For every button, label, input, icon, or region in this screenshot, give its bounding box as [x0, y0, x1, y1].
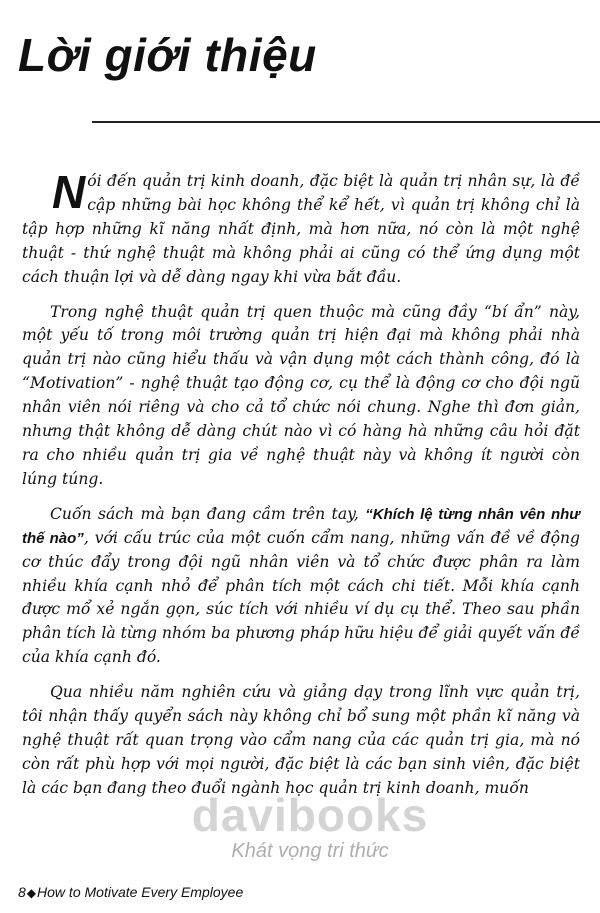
diamond-icon: ◆ — [26, 886, 37, 900]
paragraph-4: Qua nhiều năm nghiên cứu và giảng dạy trong lĩnh vực quản trị, tôi nhận thấy quyển sách này không chỉ bổ sung một phần kĩ năng và nghệ thuật rất quan trọng vào cẩm nang của các quản trị gia, mà nó còn rất phù hợp với mọi người, đặc biệt là các bạn sinh viên, đặc biệt là các bạn đang theo đuổi ngành học quản trị kinh doanh, muốn — [22, 683, 580, 797]
page-title: Lời giới thiệu — [18, 29, 317, 81]
watermark-tagline: Khát vọng tri thức — [231, 840, 389, 862]
body-text — [22, 166, 580, 812]
paragraph-1 — [22, 166, 580, 290]
paragraph-3-intro: Cuốn sách mà bạn đang cầm trên tay, — [50, 504, 366, 523]
paragraph-1-text: ói đến quản trị kinh doanh, đặc biệt là quản trị nhân sự, là đề cập những bài học không thể kể hết, vì quản trị không chỉ là tập hợp những kĩ năng nhất định, mà hơn nữa, nó còn là một nghệ thuật - thứ nghệ thuật mà không phải ai cũng có thể ứng dụng một cách thuận lợi và dễ dàng ngay khi vừa bắt đầu. — [22, 172, 580, 286]
paragraph-3-rest: , với cấu trúc của một cuốn cẩm nang, những vấn đề về động cơ thúc đẩy trong đội ngũ nhân viên và tổ chức được phân ra làm nhiều khía cạnh nhỏ để phân tích một cách chi tiết. Mỗi khía cạnh được mổ xẻ ngắn gọn, súc tích với nhiều ví dụ cụ thể. Theo sau phần phân tích là từng nhóm ba phương pháp hữu hiệu để giải quyết vấn đề của khía cạnh đó. — [22, 528, 580, 667]
paragraph-2: Trong nghệ thuật quản trị quen thuộc mà cũng đầy “bí ẩn” này, một yếu tố trong môi trường quản trị hiện đại mà không phải nhà quản trị nào cũng hiểu thấu và vận dụng một cách thành công, đó là “Motivation” - nghệ thuật tạo động cơ, cụ thể là động cơ cho đội ngũ nhân viên nói riêng và cho cả tổ chức nói chung. Nghe thì đơn giản, nhưng thật không dễ dàng chút nào vì có hàng hà những câu hỏi đặt ra cho nhiều quản trị gia về nghệ thuật này và không ít người còn lúng túng. — [22, 302, 580, 488]
running-title: How to Motivate Every Employee — [37, 884, 244, 900]
drop-cap: N — [52, 166, 86, 218]
page-number: 8 — [18, 884, 26, 900]
page-footer — [18, 884, 243, 900]
paragraph-3 — [22, 503, 580, 670]
title-divider — [92, 121, 600, 123]
book-title-emphasis: “Khích lệ từng nhân vên như thế nào” — [22, 505, 580, 547]
watermark-brand: davibooks — [191, 789, 429, 841]
